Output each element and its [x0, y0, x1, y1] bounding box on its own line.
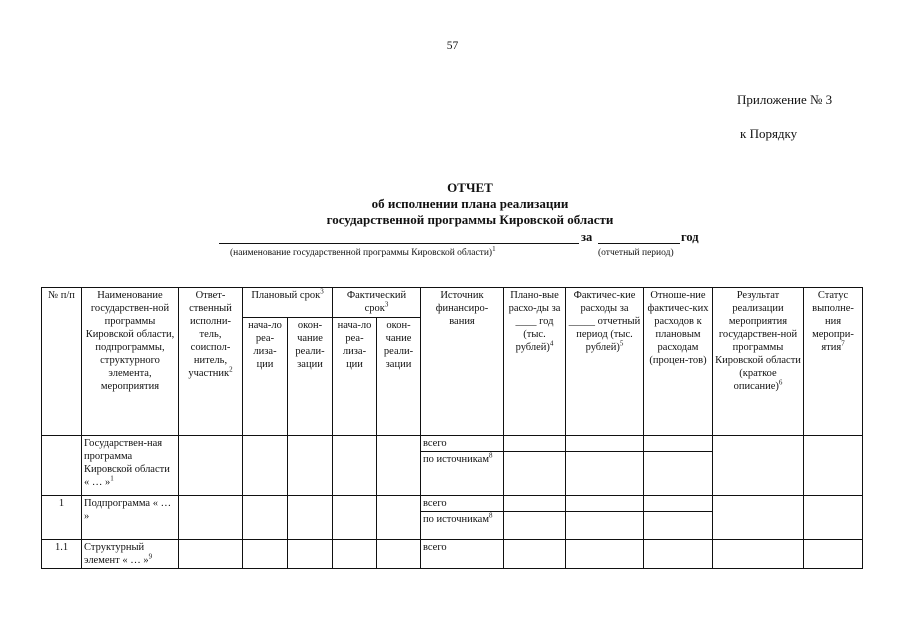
- source-by-sources: по источникам$^8$: [421, 512, 504, 540]
- header-planned-start: нача-ло реа-лиза-ции: [243, 318, 288, 436]
- header-source: Источник финансиро-вания: [421, 288, 504, 436]
- table-cell: [566, 496, 644, 512]
- table-cell: [804, 540, 863, 569]
- table-cell: [377, 436, 421, 496]
- table-cell: [179, 540, 243, 569]
- table-cell: [504, 452, 566, 496]
- table-row-name: Подпрограмма « … »: [82, 496, 179, 540]
- table-cell: [243, 540, 288, 569]
- source-by-sources: по источникам$^8$: [421, 452, 504, 496]
- header-actual-term: Фактический срок$^3$: [333, 288, 421, 318]
- table-cell: [566, 452, 644, 496]
- table-cell: [288, 496, 333, 540]
- table-row-num: 1.1: [42, 540, 82, 569]
- program-name-blank: [219, 229, 579, 244]
- table-cell: [804, 436, 863, 496]
- period-blank: [598, 229, 680, 244]
- table-cell: [713, 496, 804, 540]
- header-num: № п/п: [42, 288, 82, 436]
- source-total: всего: [421, 496, 504, 512]
- table-cell: [504, 540, 566, 569]
- header-planned-expenses: Плано-вые расхо-ды за ____ год (тыс. рублей)$^4$: [504, 288, 566, 436]
- header-actual-start: нача-ло реа-лиза-ции: [333, 318, 377, 436]
- table-cell: [179, 496, 243, 540]
- appendix-sub: к Порядку: [740, 126, 798, 141]
- table-row-name: Структурный элемент « … »$^9$: [82, 540, 179, 569]
- table-cell: [566, 512, 644, 540]
- page-number: 57: [446, 40, 459, 52]
- table-cell: [566, 436, 644, 452]
- header-planned-term: Плановый срок$^3$: [243, 288, 333, 318]
- header-name: Наименование государствен-ной программы Кировской области, подпрограммы, структурного элемента, мероприятия: [82, 288, 179, 436]
- table-cell: [504, 512, 566, 540]
- table-cell: [644, 436, 713, 452]
- table-cell: [713, 540, 804, 569]
- year-label: год: [681, 230, 699, 244]
- table-row-num: [42, 436, 82, 496]
- report-subtitle-1: об исполнении плана реализации: [371, 196, 569, 211]
- report-title: ОТЧЕТ: [447, 180, 493, 195]
- table-cell: [243, 496, 288, 540]
- table-cell: [644, 452, 713, 496]
- header-actual-expenses: Фактичес-кие расходы за _____ отчетный период (тыс. рублей)$^5$: [566, 288, 644, 436]
- table-cell: [566, 540, 644, 569]
- table-cell: [288, 540, 333, 569]
- source-total: всего: [421, 436, 504, 452]
- report-subtitle-2: государственной программы Кировской области: [326, 212, 614, 227]
- source-total: всего: [421, 540, 504, 569]
- header-status: Статус выполне-ния меропри-ятия$^7$: [804, 288, 863, 436]
- table-cell: [288, 436, 333, 496]
- table-cell: [333, 436, 377, 496]
- header-actual-end: окон-чание реали-зации: [377, 318, 421, 436]
- table-cell: [333, 540, 377, 569]
- period-za-label: за: [581, 230, 593, 244]
- header-responsible: Ответ-ственный исполни-тель, соиспол-нитель, участник$^2$: [179, 288, 243, 436]
- table-cell: [644, 540, 713, 569]
- report-table: [41, 287, 863, 569]
- table-cell: [333, 496, 377, 540]
- table-cell: [644, 496, 713, 512]
- table-cell: [179, 436, 243, 496]
- appendix-label: Приложение № 3: [737, 92, 833, 107]
- header-planned-end: окон-чание реали-зации: [288, 318, 333, 436]
- table-cell: [243, 436, 288, 496]
- table-cell: [804, 496, 863, 540]
- header-ratio: Отноше-ние фактичес-ких расходов к плановым расходам (процен-тов): [644, 288, 713, 436]
- header-result: Результат реализации мероприятия государствен-ной программы Кировской области (краткое описание)$^6$: [713, 288, 804, 436]
- table-cell: [377, 496, 421, 540]
- table-row-num: 1: [42, 496, 82, 540]
- table-cell: [504, 436, 566, 452]
- table-row-name: Государствен-ная программа Кировской области « … »$^1$: [82, 436, 179, 496]
- table-cell: [504, 496, 566, 512]
- table-cell: [644, 512, 713, 540]
- period-caption: (отчетный период): [598, 248, 674, 258]
- table-cell: [713, 436, 804, 496]
- program-caption: (наименование государственной программы Кировской области)$^1$: [230, 244, 496, 258]
- table-cell: [377, 540, 421, 569]
